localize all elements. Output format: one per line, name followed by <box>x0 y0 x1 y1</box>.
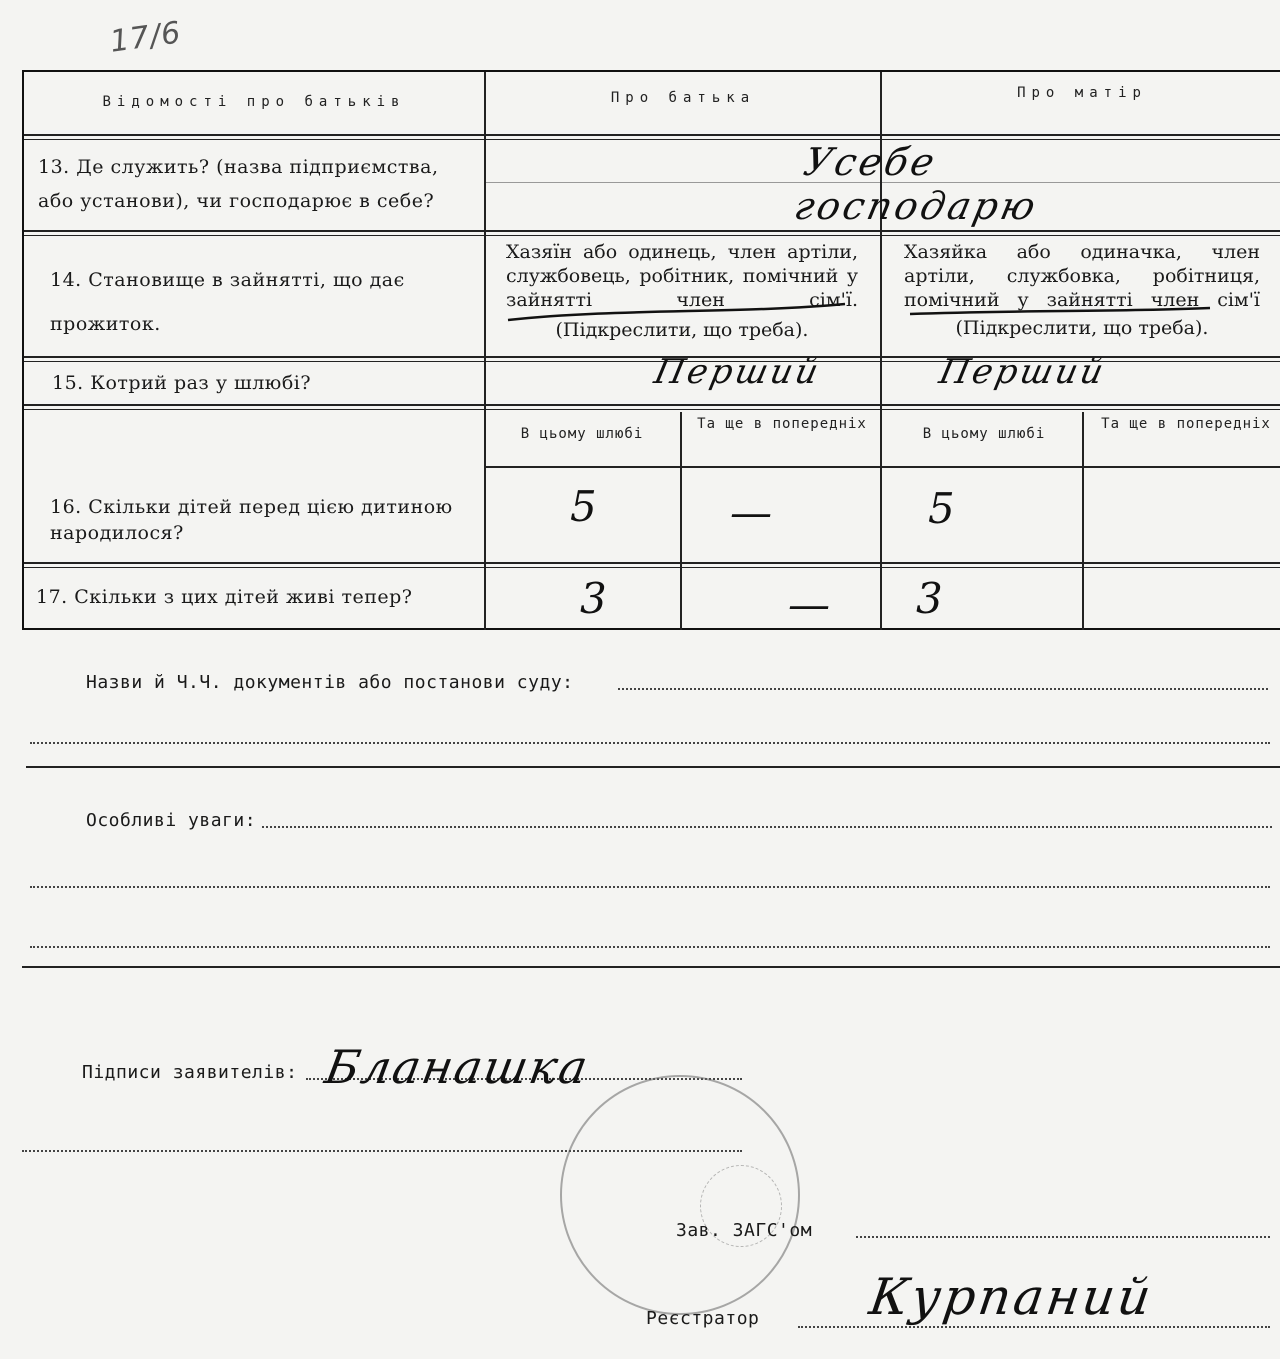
documents-dotted-line-2 <box>30 742 1270 744</box>
remarks-label: Особливі уваги: <box>86 810 257 831</box>
father-employment-options: Хазяїн або одинець, член артіли, службовець, робітник, помічний у зайнятті член сім'ї. <box>506 241 858 311</box>
subheader-mother-this-marriage: В цьому шлюбі <box>922 426 1046 442</box>
documents-label: Назви й Ч.Ч. документів або постанови суду: <box>86 672 574 693</box>
zags-head-label: Зав. ЗАГС'ом <box>676 1220 813 1241</box>
mother-underline-note: (Підкреслити, що треба). <box>955 317 1209 339</box>
registrar-label: Реєстратор <box>646 1308 760 1329</box>
answer-16-father-this: 5 <box>570 482 597 531</box>
archive-number-note: 17/6 <box>107 15 184 60</box>
header-about-mother: Про матір <box>1017 85 1147 101</box>
subheader-father-previous: Та ще в попередніх <box>697 416 867 432</box>
question-14: 14. Становище в зайнятті, що дає прожиток. <box>50 269 405 335</box>
registrar-signature: Курпаний <box>865 1268 1158 1326</box>
subheader-mother-previous: Та ще в попередніх <box>1101 416 1271 432</box>
header-parents-info: Відомості про батьків <box>102 94 406 110</box>
answer-15-mother: Перший <box>935 352 1110 392</box>
answer-16-mother-this: 5 <box>928 484 955 533</box>
question-15: 15. Котрий раз у шлюбі? <box>52 372 312 394</box>
father-underline-note: (Підкреслити, що треба). <box>555 319 809 341</box>
question-17: 17. Скільки з цих дітей живі тепер? <box>36 586 413 608</box>
section-divider-2 <box>22 966 1280 968</box>
question-16: 16. Скільки дітей перед цією дитиною народилося? <box>50 496 453 544</box>
documents-dotted-line <box>618 688 1268 690</box>
remarks-dotted-line-2 <box>30 886 1270 888</box>
signatures-label: Підписи заявителів: <box>82 1062 298 1083</box>
mother-employment-options: Хазяйка або одиначка, член артіли, службовка, робітниця, помічний у зайнятті член сім'ї <box>904 241 1260 311</box>
answer-13-workplace: Усебе господарю <box>790 140 1043 228</box>
answer-17-father-prev: — <box>788 580 830 629</box>
answer-17-father-this: 3 <box>580 574 607 623</box>
question-13: 13. Де служить? (назва підприємства, або установи), чи господарює в себе? <box>38 156 439 212</box>
subheader-father-this-marriage: В цьому шлюбі <box>520 426 644 442</box>
answer-15-father: Перший <box>650 352 825 392</box>
zags-head-dotted-line <box>856 1236 1270 1238</box>
header-about-father: Про батька <box>610 90 756 106</box>
remarks-dotted-line <box>262 826 1272 828</box>
answer-16-father-prev: — <box>730 488 772 537</box>
section-divider <box>26 766 1280 768</box>
remarks-dotted-line-3 <box>30 946 1270 948</box>
registrar-dotted-line <box>798 1326 1270 1328</box>
applicant-signature: Бланашка <box>321 1040 594 1094</box>
handwritten-underline-marks <box>500 290 1260 330</box>
answer-17-mother-this: 3 <box>916 574 943 623</box>
